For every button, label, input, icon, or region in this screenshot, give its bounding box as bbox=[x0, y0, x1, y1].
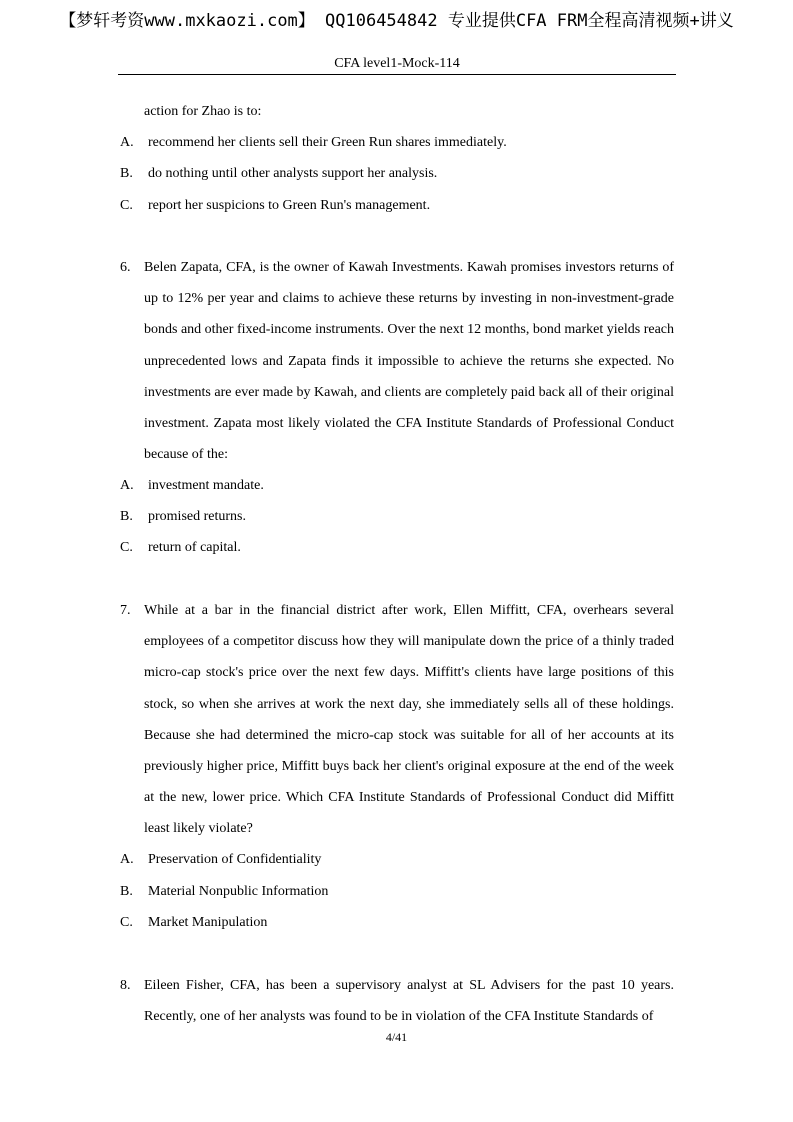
q7-option-c-letter: C. bbox=[120, 915, 133, 930]
q6-stem: Belen Zapata, CFA, is the owner of Kawah Investments. Kawah promises investors returns of up to 12% per year and claims to achieve these returns by investing in non-investment-grade bonds and other fixed-income instruments. Over the next 12 months, bond market yields reach unprecedented lows and Zapata finds it impossible to achieve the returns she expected. No investments are ever made by Kawah, and clients are completely paid back all of their original investment. Zapata most likely violated the CFA Institute Standards of Professional Conduct because of the: bbox=[144, 260, 674, 463]
q5-option-b-letter: B. bbox=[120, 166, 133, 181]
q5-option-a-letter: A. bbox=[120, 135, 134, 150]
q6-option-b-letter: B. bbox=[120, 509, 133, 524]
q6-option-b-text: promised returns. bbox=[148, 509, 246, 524]
page-number: 4/41 bbox=[385, 1030, 408, 1044]
q7-option-b-letter: B. bbox=[120, 884, 133, 899]
q5-option-a-text: recommend her clients sell their Green Run shares immediately. bbox=[148, 135, 507, 150]
page-header: CFA level1-Mock-114 bbox=[334, 56, 460, 71]
q7-option-c-text: Market Manipulation bbox=[148, 915, 268, 930]
q5-option-c-letter: C. bbox=[120, 198, 133, 213]
q7-option-a-text: Preservation of Confidentiality bbox=[148, 852, 322, 867]
q7-number: 7. bbox=[120, 603, 131, 618]
q6-option-a-letter: A. bbox=[120, 478, 134, 493]
q6-option-a-text: investment mandate. bbox=[148, 478, 264, 493]
q8-stem: Eileen Fisher, CFA, has been a supervisory analyst at SL Advisers for the past 10 years. Recently, one of her analysts was found to be in violation of the CFA Institute Standards of bbox=[144, 978, 674, 1025]
q7-option-a-letter: A. bbox=[120, 852, 134, 867]
q6-number: 6. bbox=[120, 260, 131, 275]
q5-option-c-text: report her suspicions to Green Run's management. bbox=[148, 198, 431, 213]
q7-stem: While at a bar in the financial district after work, Ellen Miffitt, CFA, overhears several employees of a competitor discuss how they will manipulate down the price of a thinly traded micro-cap stock's price over the next few days. Miffitt's clients have large positions of this stock, so when she arrives at work the next day, she immediately sells all of these holdings. Because she had determined the micro-cap stock was suitable for all of her accounts at its previously higher price, Miffitt buys back her client's original exposure at the end of the week at the new, lower price. Which CFA Institute Standards of Professional Conduct did Miffitt least likely violate? bbox=[144, 603, 674, 837]
q5-stem-end: action for Zhao is to: bbox=[144, 104, 262, 119]
q6-option-c-text: return of capital. bbox=[148, 540, 241, 555]
q6-option-c-letter: C. bbox=[120, 540, 133, 555]
q7-option-b-text: Material Nonpublic Information bbox=[148, 884, 329, 899]
watermark-banner: 【梦轩考资www.mxkaozi.com】 QQ106454842 专业提供CFA FRM全程高清视频+讲义 bbox=[59, 11, 734, 31]
header-rule bbox=[118, 74, 676, 75]
q8-number: 8. bbox=[120, 978, 131, 993]
q5-option-b-text: do nothing until other analysts support her analysis. bbox=[148, 166, 438, 181]
